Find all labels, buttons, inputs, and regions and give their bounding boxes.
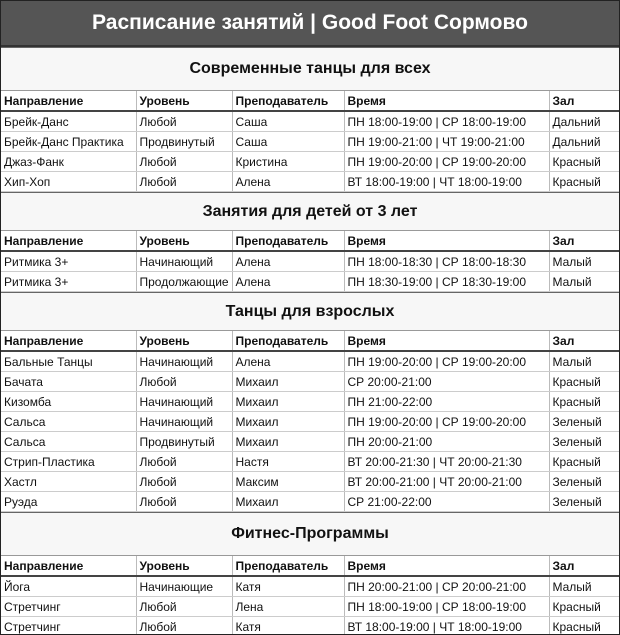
table-cell: Любой — [136, 472, 232, 492]
header-row — [1, 231, 619, 251]
table-row — [1, 132, 619, 152]
table-cell: Любой — [136, 111, 232, 132]
table-cell: Настя — [232, 452, 344, 472]
table-cell: Красный — [549, 452, 619, 472]
column-header: Время — [344, 556, 549, 576]
table-cell: Начинающий — [136, 251, 232, 272]
section-title: Фитнес-Программы — [1, 512, 619, 556]
table-cell: Красный — [549, 392, 619, 412]
table-cell: Ритмика 3+ — [1, 272, 136, 292]
table-cell: ПН 19:00-20:00 | СР 19:00-20:00 — [344, 412, 549, 432]
table-cell: ПН 19:00-20:00 | СР 19:00-20:00 — [344, 351, 549, 372]
column-header: Время — [344, 231, 549, 251]
table-cell: Любой — [136, 452, 232, 472]
column-header: Уровень — [136, 331, 232, 351]
table-cell: Михаил — [232, 432, 344, 452]
table-row — [1, 492, 619, 512]
table-cell: Зеленый — [549, 472, 619, 492]
table-cell: Кизомба — [1, 392, 136, 412]
column-header: Направление — [1, 91, 136, 111]
table-cell: Красный — [549, 152, 619, 172]
table-cell: Красный — [549, 172, 619, 192]
page-title: Расписание занятий | Good Foot Сормово — [1, 1, 619, 47]
table-cell: Продолжающие — [136, 272, 232, 292]
schedule-table — [1, 91, 619, 192]
table-cell: Джаз-Фанк — [1, 152, 136, 172]
table-cell: ВТ 18:00-19:00 | ЧТ 18:00-19:00 — [344, 617, 549, 635]
table-cell: Хип-Хоп — [1, 172, 136, 192]
table-cell: СР 21:00-22:00 — [344, 492, 549, 512]
table-cell: Любой — [136, 597, 232, 617]
table-cell: Любой — [136, 492, 232, 512]
table-cell: Алена — [232, 272, 344, 292]
table-row — [1, 452, 619, 472]
table-cell: Сальса — [1, 432, 136, 452]
table-cell: Красный — [549, 372, 619, 392]
table-cell: ПН 21:00-22:00 — [344, 392, 549, 412]
table-row — [1, 432, 619, 452]
table-cell: Любой — [136, 172, 232, 192]
table-cell: Начинающий — [136, 351, 232, 372]
column-header: Зал — [549, 91, 619, 111]
table-cell: Хастл — [1, 472, 136, 492]
table-cell: ПН 19:00-21:00 | ЧТ 19:00-21:00 — [344, 132, 549, 152]
schedule-sections — [1, 47, 619, 635]
column-header: Направление — [1, 556, 136, 576]
table-cell: ВТ 20:00-21:00 | ЧТ 20:00-21:00 — [344, 472, 549, 492]
table-cell: Стрип-Пластика — [1, 452, 136, 472]
table-cell: Стретчинг — [1, 597, 136, 617]
header-row — [1, 91, 619, 111]
table-cell: Малый — [549, 351, 619, 372]
table-row — [1, 172, 619, 192]
table-cell: Начинающий — [136, 412, 232, 432]
schedule-table — [1, 331, 619, 512]
table-cell: Начинающий — [136, 392, 232, 412]
table-cell: ПН 20:00-21:00 | СР 20:00-21:00 — [344, 576, 549, 597]
table-cell: Сальса — [1, 412, 136, 432]
column-header: Направление — [1, 231, 136, 251]
table-cell: ВТ 18:00-19:00 | ЧТ 18:00-19:00 — [344, 172, 549, 192]
table-cell: Алена — [232, 251, 344, 272]
table-cell: Дальний — [549, 132, 619, 152]
table-cell: Кристина — [232, 152, 344, 172]
schedule-table — [1, 231, 619, 292]
header-row — [1, 556, 619, 576]
table-cell: Лена — [232, 597, 344, 617]
column-header: Уровень — [136, 91, 232, 111]
table-cell: Продвинутый — [136, 132, 232, 152]
column-header: Уровень — [136, 231, 232, 251]
table-row — [1, 472, 619, 492]
table-row — [1, 351, 619, 372]
table-cell: Продвинутый — [136, 432, 232, 452]
table-cell: Красный — [549, 617, 619, 635]
table-cell: Брейк-Данс Практика — [1, 132, 136, 152]
table-cell: Бачата — [1, 372, 136, 392]
table-cell: Руэда — [1, 492, 136, 512]
table-cell: Дальний — [549, 111, 619, 132]
schedule-table — [1, 556, 619, 635]
column-header: Преподаватель — [232, 331, 344, 351]
table-cell: Алена — [232, 172, 344, 192]
table-row — [1, 412, 619, 432]
table-cell: ВТ 20:00-21:30 | ЧТ 20:00-21:30 — [344, 452, 549, 472]
table-cell: Брейк-Данс — [1, 111, 136, 132]
table-cell: Саша — [232, 111, 344, 132]
table-cell: Михаил — [232, 372, 344, 392]
section-title: Современные танцы для всех — [1, 47, 619, 91]
table-cell: Бальные Танцы — [1, 351, 136, 372]
column-header: Время — [344, 331, 549, 351]
table-cell: Стретчинг — [1, 617, 136, 635]
table-cell: Любой — [136, 617, 232, 635]
table-cell: Зеленый — [549, 492, 619, 512]
table-cell: Михаил — [232, 412, 344, 432]
table-cell: Красный — [549, 597, 619, 617]
section-title: Занятия для детей от 3 лет — [1, 192, 619, 231]
column-header: Зал — [549, 556, 619, 576]
table-cell: Алена — [232, 351, 344, 372]
table-cell: ПН 20:00-21:00 — [344, 432, 549, 452]
table-cell: Зеленый — [549, 412, 619, 432]
table-cell: СР 20:00-21:00 — [344, 372, 549, 392]
table-row — [1, 272, 619, 292]
table-cell: Начинающие — [136, 576, 232, 597]
table-cell: Зеленый — [549, 432, 619, 452]
table-row — [1, 576, 619, 597]
table-cell: ПН 18:00-19:00 | СР 18:00-19:00 — [344, 597, 549, 617]
table-row — [1, 251, 619, 272]
table-cell: Малый — [549, 272, 619, 292]
table-cell: Малый — [549, 576, 619, 597]
table-row — [1, 111, 619, 132]
column-header: Зал — [549, 231, 619, 251]
table-cell: ПН 18:30-19:00 | СР 18:30-19:00 — [344, 272, 549, 292]
table-row — [1, 597, 619, 617]
column-header: Преподаватель — [232, 91, 344, 111]
table-cell: ПН 18:00-18:30 | СР 18:00-18:30 — [344, 251, 549, 272]
column-header: Зал — [549, 331, 619, 351]
table-row — [1, 617, 619, 635]
column-header: Направление — [1, 331, 136, 351]
table-cell: Катя — [232, 617, 344, 635]
table-cell: Михаил — [232, 492, 344, 512]
table-row — [1, 372, 619, 392]
section-title: Танцы для взрослых — [1, 292, 619, 331]
header-row — [1, 331, 619, 351]
table-row — [1, 152, 619, 172]
column-header: Уровень — [136, 556, 232, 576]
table-cell: Михаил — [232, 392, 344, 412]
column-header: Время — [344, 91, 549, 111]
table-row — [1, 392, 619, 412]
table-cell: Любой — [136, 372, 232, 392]
table-cell: ПН 18:00-19:00 | СР 18:00-19:00 — [344, 111, 549, 132]
table-cell: Любой — [136, 152, 232, 172]
column-header: Преподаватель — [232, 556, 344, 576]
table-cell: Малый — [549, 251, 619, 272]
table-cell: Катя — [232, 576, 344, 597]
column-header: Преподаватель — [232, 231, 344, 251]
table-cell: Йога — [1, 576, 136, 597]
table-cell: Ритмика 3+ — [1, 251, 136, 272]
table-cell: Максим — [232, 472, 344, 492]
table-cell: ПН 19:00-20:00 | СР 19:00-20:00 — [344, 152, 549, 172]
table-cell: Саша — [232, 132, 344, 152]
